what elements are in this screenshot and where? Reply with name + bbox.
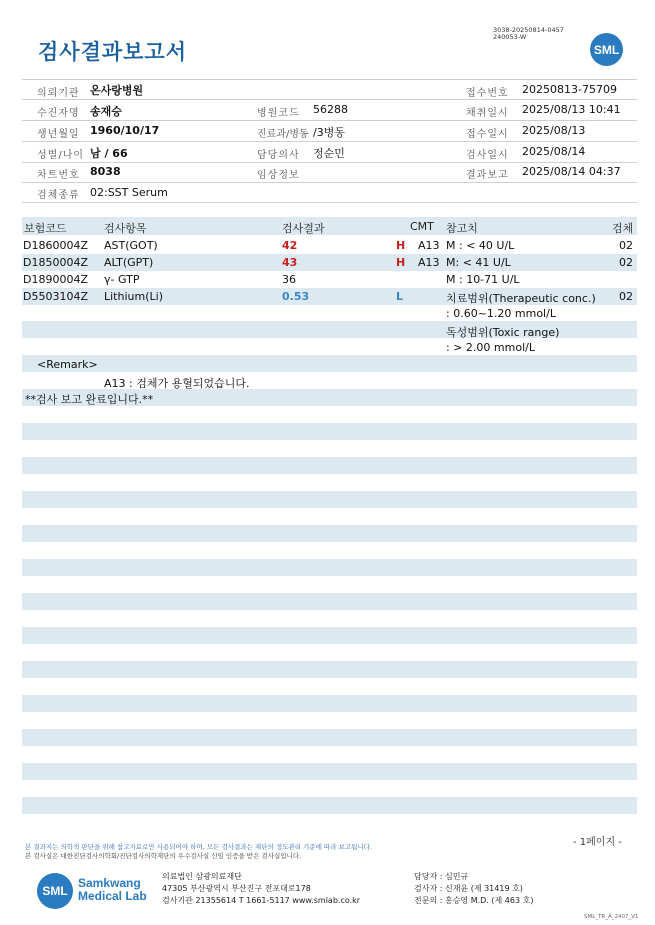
stripe-band bbox=[22, 763, 637, 780]
row-code: D5503104Z bbox=[23, 290, 88, 303]
col-header-ref: 참고치 bbox=[446, 222, 478, 235]
org-registration: 검사기관 21355614 T 1661-5117 www.smlab.co.kr bbox=[162, 896, 361, 905]
staff-line: 담당자 : 심민규 bbox=[414, 872, 469, 881]
staff-line: 전문의 : 홍승영 M.D. (제 463 호) bbox=[414, 896, 534, 905]
hospital-label: 의뢰기관 bbox=[37, 88, 80, 99]
col-header-result: 검사결과 bbox=[282, 222, 325, 235]
collect-value: 2025/08/13 10:41 bbox=[522, 103, 621, 116]
row-item: Lithium(Li) bbox=[104, 290, 163, 303]
org-address: 47305 부산광역시 부산진구 전포대로178 bbox=[162, 884, 311, 893]
stripe-band bbox=[22, 423, 637, 440]
test-date-value: 2025/08/14 bbox=[522, 145, 586, 158]
ref-extra-line: : 0.60~1.20 mmol/L bbox=[446, 307, 556, 320]
row-result: 42 bbox=[282, 239, 298, 252]
chart-value: 8038 bbox=[90, 165, 121, 178]
row-result: 0.53 bbox=[282, 290, 310, 303]
stripe-band bbox=[22, 559, 637, 576]
specimen-label: 검체종류 bbox=[37, 190, 80, 201]
doctor-value: 정순민 bbox=[313, 147, 345, 160]
stripe-band bbox=[22, 593, 637, 610]
row-result: 36 bbox=[282, 273, 296, 286]
remark-title: <Remark> bbox=[37, 358, 98, 371]
row-item: γ- GTP bbox=[104, 273, 140, 286]
document-code-line1: 3038-20250814-0457 bbox=[493, 26, 564, 34]
ref-extra-line: : > 2.00 mmol/L bbox=[446, 341, 535, 354]
dept-label: 진료과/병동 bbox=[257, 129, 309, 140]
row-item: AST(GOT) bbox=[104, 239, 158, 252]
remark-line: **검사 보고 완료입니다.** bbox=[25, 393, 154, 406]
row-code: D1890004Z bbox=[23, 273, 88, 286]
footer-notice: 본 검사실은 대한진단검사의학회/진단검사의학재단의 우수검사실 신임 인증을 받은 검사실입니다. bbox=[25, 852, 302, 860]
stripe-band bbox=[22, 695, 637, 712]
sml-logo: SML bbox=[590, 33, 623, 66]
divider bbox=[22, 182, 637, 183]
row-specimen: 02 bbox=[619, 290, 633, 303]
row-item: ALT(GPT) bbox=[104, 256, 154, 269]
report-label: 결과보고 bbox=[466, 170, 509, 181]
brand-line: Medical Lab bbox=[78, 889, 147, 903]
row-code: D1850004Z bbox=[23, 256, 88, 269]
col-header-code: 보험코드 bbox=[24, 222, 67, 235]
receipt-no-value: 20250813-75709 bbox=[522, 83, 617, 96]
hospital-code-value: 56288 bbox=[313, 103, 348, 116]
row-cmt: A13 bbox=[418, 256, 440, 269]
stripe-band bbox=[22, 627, 637, 644]
dept-value: /3병동 bbox=[313, 126, 345, 139]
row-ref: M : 10-71 U/L bbox=[446, 273, 520, 286]
stripe-band bbox=[22, 457, 637, 474]
row-cmt: A13 bbox=[418, 239, 440, 252]
row-flag: H bbox=[396, 239, 406, 252]
hospital-code-label: 병원코드 bbox=[257, 108, 300, 119]
staff-line: 검사자 : 신재윤 (제 31419 호) bbox=[414, 884, 523, 893]
collect-label: 채취일시 bbox=[466, 108, 509, 119]
col-header-specimen: 검체 bbox=[612, 222, 634, 235]
doctor-label: 담당의사 bbox=[257, 150, 300, 161]
stripe-band bbox=[22, 661, 637, 678]
stripe-band bbox=[22, 355, 637, 372]
hospital-value: 온사랑병원 bbox=[90, 84, 144, 97]
divider bbox=[22, 162, 637, 163]
name-label: 수진자명 bbox=[37, 108, 80, 119]
row-code: D1860004Z bbox=[23, 239, 88, 252]
name-value: 송재승 bbox=[90, 105, 122, 118]
sex-age-label: 성별/나이 bbox=[37, 150, 85, 161]
page-number: - 1페이지 - bbox=[573, 837, 622, 848]
chart-label: 차트번호 bbox=[37, 170, 80, 181]
org-name: 의료법인 삼광의료재단 bbox=[162, 872, 242, 881]
divider bbox=[22, 120, 637, 121]
form-code: SML_TR_A_2407_V1 bbox=[584, 914, 639, 920]
stripe-band bbox=[22, 797, 637, 814]
row-ref: M : < 40 U/L bbox=[446, 239, 515, 252]
row-result: 43 bbox=[282, 256, 298, 269]
birth-label: 생년월일 bbox=[37, 129, 80, 140]
divider bbox=[22, 202, 637, 203]
stripe-band bbox=[22, 491, 637, 508]
birth-value: 1960/10/17 bbox=[90, 124, 160, 137]
test-date-label: 검사일시 bbox=[466, 150, 509, 161]
row-ref: 치료범위(Therapeutic conc.) bbox=[446, 292, 596, 305]
divider bbox=[22, 79, 637, 80]
receipt-date-label: 접수일시 bbox=[466, 129, 509, 140]
col-header-item: 검사항목 bbox=[104, 222, 147, 235]
divider bbox=[22, 99, 637, 100]
row-flag: H bbox=[396, 256, 406, 269]
sml-logo: SML bbox=[37, 873, 73, 909]
stripe-band bbox=[22, 729, 637, 746]
ref-extra-line: 독성범위(Toxic range) bbox=[446, 326, 560, 339]
divider bbox=[22, 141, 637, 142]
brand-name bbox=[78, 877, 147, 903]
footer-notice: 본 결과지는 의학적 판단을 위해 참고자료로만 사용되어야 하며, 모든 검사결과는 재단의 정도관리 기준에 따라 보고됩니다. bbox=[25, 843, 373, 851]
specimen-value: 02:SST Serum bbox=[90, 186, 168, 199]
row-specimen: 02 bbox=[619, 239, 633, 252]
document-code-line2: 240053-W bbox=[493, 33, 527, 41]
document-code bbox=[493, 27, 564, 41]
report-title: 검사결과보고서 bbox=[38, 40, 188, 64]
receipt-date-value: 2025/08/13 bbox=[522, 124, 586, 137]
report-value: 2025/08/14 04:37 bbox=[522, 165, 621, 178]
sex-age-value: 남 / 66 bbox=[90, 147, 128, 160]
stripe-band bbox=[22, 525, 637, 542]
remark-line: A13 : 검체가 용혈되었습니다. bbox=[104, 377, 250, 390]
col-header-cmt: CMT bbox=[410, 220, 434, 233]
receipt-no-label: 접수번호 bbox=[466, 88, 509, 99]
row-ref: M: < 41 U/L bbox=[446, 256, 511, 269]
row-flag: L bbox=[396, 290, 404, 303]
clinical-label: 임상정보 bbox=[257, 170, 300, 181]
brand-line: Samkwang bbox=[78, 876, 141, 890]
row-specimen: 02 bbox=[619, 256, 633, 269]
